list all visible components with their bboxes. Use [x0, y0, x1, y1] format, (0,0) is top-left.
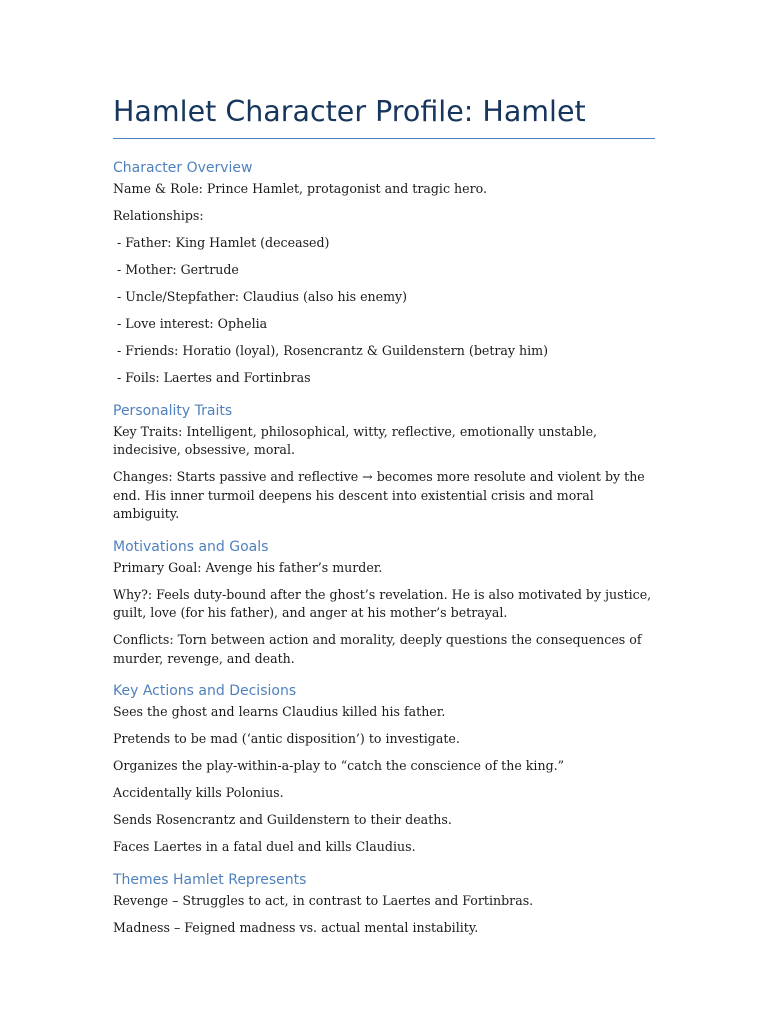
- document-page: [113, 92, 655, 937]
- section-character-overview: [113, 159, 655, 388]
- relationship-item: - Foils: Laertes and Fortinbras: [117, 370, 311, 385]
- paragraph: Conflicts: Torn between action and morality, deeply questions the consequences of murder, revenge, and death.: [113, 632, 642, 666]
- paragraph: Madness – Feigned madness vs. actual mental instability.: [113, 919, 479, 935]
- document-title: Hamlet Character Profile: Hamlet: [113, 92, 655, 139]
- section-themes: [113, 871, 655, 938]
- paragraph: Relationships:: [113, 208, 204, 223]
- section-personality-traits: [113, 402, 655, 524]
- paragraph: Sees the ghost and learns Claudius killed his father.: [113, 704, 446, 719]
- relationship-item: - Friends: Horatio (loyal), Rosencrantz & Guildenstern (betray him): [117, 343, 549, 358]
- paragraph: Organizes the play-within-a-play to “catch the conscience of the king.”: [113, 758, 565, 773]
- paragraph: Faces Laertes in a fatal duel and kills Claudius.: [113, 839, 416, 854]
- paragraph: Pretends to be mad (‘antic disposition’) to investigate.: [113, 731, 460, 746]
- paragraph: Key Traits: Intelligent, philosophical, witty, reflective, emotionally unstable, indecisive, obsessive, moral.: [113, 423, 598, 457]
- relationship-item: - Mother: Gertrude: [117, 262, 239, 277]
- section-heading: Character Overview: [113, 160, 253, 176]
- section-heading: Motivations and Goals: [113, 538, 269, 555]
- relationship-item: - Love interest: Ophelia: [117, 316, 268, 331]
- paragraph: Why?: Feels duty-bound after the ghost’s revelation. He is also motivated by justice, guilt, love (for his father), and anger at his mother’s betrayal.: [113, 586, 652, 620]
- section-heading: Personality Traits: [113, 402, 233, 419]
- paragraph: Revenge – Struggles to act, in contrast to Laertes and Fortinbras.: [113, 892, 534, 908]
- paragraph: Sends Rosencrantz and Guildenstern to their deaths.: [113, 812, 452, 827]
- section-motivations-and-goals: [113, 538, 655, 669]
- relationship-item: - Father: King Hamlet (deceased): [117, 235, 330, 250]
- paragraph: Changes: Starts passive and reflective → becomes more resolute and violent by the end. His inner turmoil deepens his descent into existential crisis and moral ambiguity.: [113, 469, 645, 521]
- paragraph: Primary Goal: Avenge his father’s murder.: [113, 559, 383, 575]
- section-heading: Themes Hamlet Represents: [113, 871, 307, 888]
- section-key-actions: [113, 682, 655, 857]
- section-heading: Key Actions and Decisions: [113, 683, 297, 699]
- paragraph: Name & Role: Prince Hamlet, protagonist and tragic hero.: [113, 181, 487, 196]
- paragraph: Accidentally kills Polonius.: [113, 785, 284, 800]
- relationship-item: - Uncle/Stepfather: Claudius (also his enemy): [117, 289, 408, 304]
